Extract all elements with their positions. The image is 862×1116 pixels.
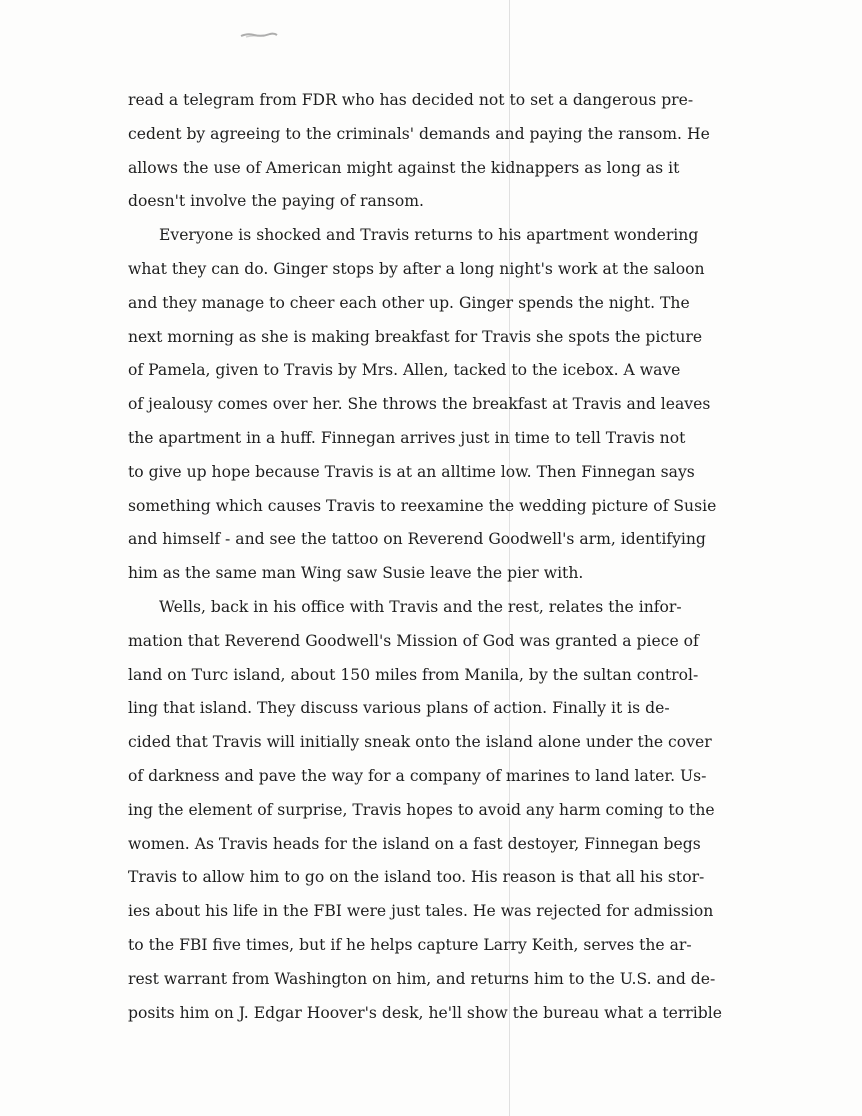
- paragraph-first-line: Wells, back in his office with Travis and the rest, relates the infor-: [159, 597, 682, 616]
- text-line: and they manage to cheer each other up. Ginger spends the night. The: [128, 293, 690, 312]
- text-line: posits him on J. Edgar Hoover's desk, he'll show the bureau what a terrible: [128, 1003, 722, 1022]
- text-line: read a telegram from FDR who has decided not to set a dangerous pre-: [128, 91, 694, 109]
- text-line: to the FBI five times, but if he helps capture Larry Keith, serves the ar-: [128, 935, 692, 954]
- ink-smudge-mark: [240, 31, 278, 39]
- text-line: him as the same man Wing saw Susie leave the pier with.: [128, 564, 584, 583]
- text-line: rest warrant from Washington on him, and returns him to the U.S. and de-: [128, 969, 716, 988]
- text-line: doesn't involve the paying of ransom.: [128, 192, 424, 211]
- text-line: women. As Travis heads for the island on a fast destoyer, Finnegan begs: [128, 834, 701, 853]
- text-line: cedent by agreeing to the criminals' demands and paying the ransom. He: [128, 124, 710, 143]
- text-line: cided that Travis will initially sneak onto the island alone under the cover: [128, 733, 712, 752]
- text-line: of darkness and pave the way for a company of marines to land later. Us-: [128, 766, 707, 785]
- text-line: land on Turc island, about 150 miles from Manila, by the sultan control-: [128, 665, 699, 684]
- text-line: to give up hope because Travis is at an alltime low. Then Finnegan says: [128, 462, 695, 481]
- paragraph-first-line: Everyone is shocked and Travis returns to his apartment wondering: [159, 226, 699, 245]
- text-line: and himself - and see the tattoo on Reverend Goodwell's arm, identifying: [128, 530, 706, 549]
- text-line: of jealousy comes over her. She throws the breakfast at Travis and leaves: [128, 395, 711, 414]
- text-line: ling that island. They discuss various plans of action. Finally it is de-: [128, 699, 670, 718]
- text-line: ing the element of surprise, Travis hopes to avoid any harm coming to the: [128, 800, 715, 819]
- text-line: what they can do. Ginger stops by after a long night's work at the saloon: [128, 259, 705, 278]
- text-line: of Pamela, given to Travis by Mrs. Allen, tacked to the icebox. A wave: [128, 361, 681, 380]
- text-line: something which causes Travis to reexamine the wedding picture of Susie: [128, 496, 717, 515]
- text-line: mation that Reverend Goodwell's Mission of God was granted a piece of: [128, 631, 699, 650]
- typed-text-body: [128, 84, 778, 1030]
- text-line: the apartment in a huff. Finnegan arrives just in time to tell Travis not: [128, 428, 686, 447]
- text-line: Travis to allow him to go on the island too. His reason is that all his stor-: [128, 868, 705, 887]
- text-line: next morning as she is making breakfast for Travis she spots the picture: [128, 327, 703, 346]
- text-line: ies about his life in the FBI were just tales. He was rejected for admission: [128, 902, 714, 921]
- text-line: allows the use of American might against the kidnappers as long as it: [128, 158, 680, 177]
